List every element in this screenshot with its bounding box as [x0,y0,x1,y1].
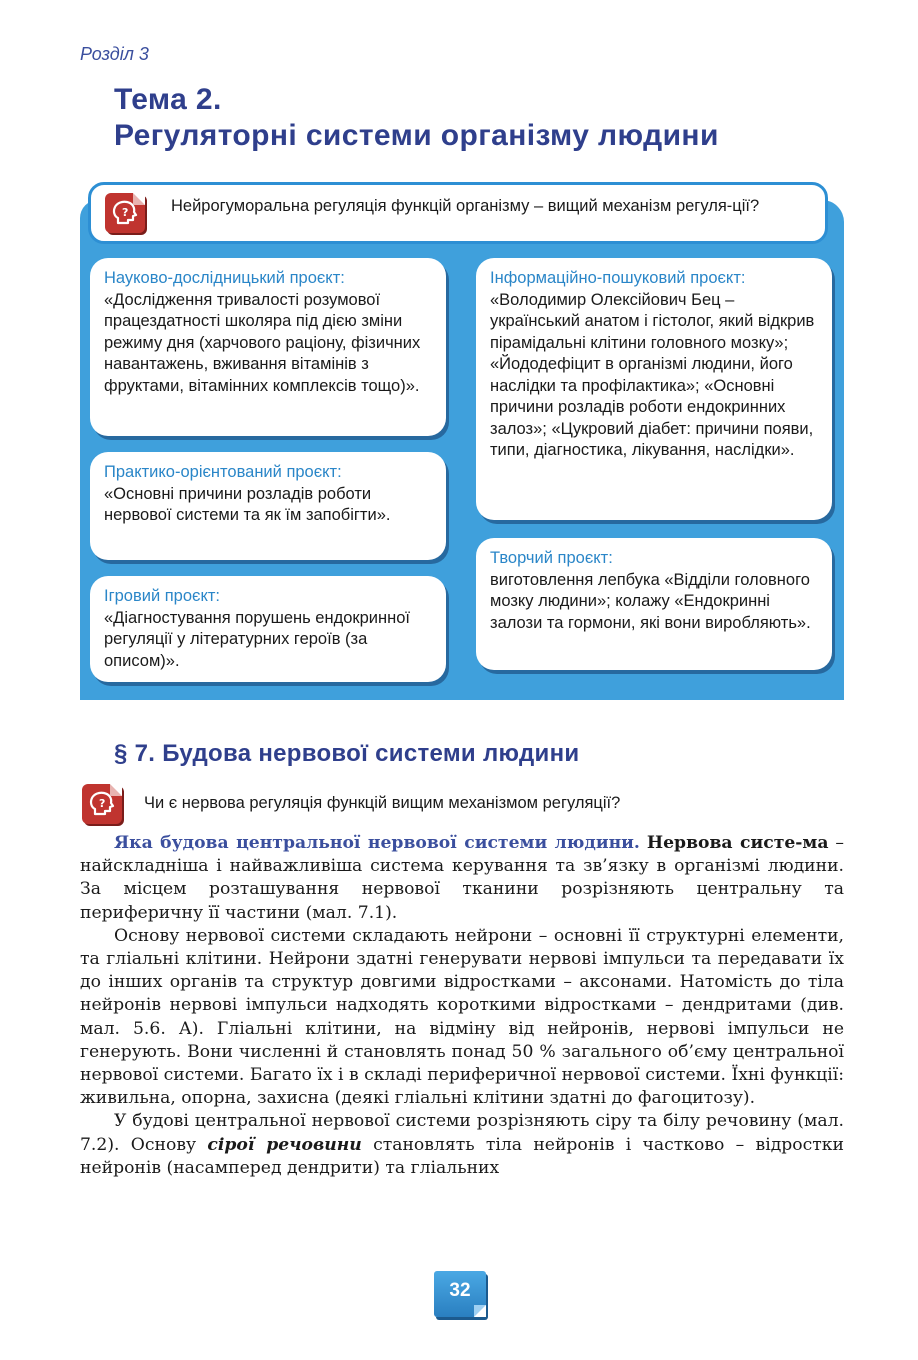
svg-text:?: ? [122,206,129,219]
question-lead: Яка будова центральної нервової системи людини. [114,833,640,853]
body-paragraph-2: Основу нервової системи складають нейрони – основні її структурні елементи, та гліальні клітини. Нейрони здатні генерувати нервові імпульси та передавати їх до інших органів та структур довгими відростками – аксонами. Натомість до тіла нейронів нервові імпульси надходять короткими відростками – дендритами (див. мал. 5.6. А). Гліальні клітини, на відміну від нейронів, нервові імпульси не генерують. Вони численні й становлять понад 50 % загального об’єму центральної нервової системи. Багато їх і в складі периферичної нервової системи. Їхні функції: живильна, опорна, захисна (деякі гліальні клітини здатні до фагоцитозу). [80,925,844,1109]
body-paragraph-3 [80,1110,844,1180]
research-project-title: Науково-дослідницький проєкт: [104,269,345,287]
section-label: Розділ 3 [80,44,149,64]
game-project-title: Ігровий проєкт: [104,587,220,605]
body-paragraph-1 [80,832,844,925]
info-project-body: «Володимир Олексійович Бец – український анатом і гістолог, який відкрив пірамідальні клітини головного мозку»; «Йододефіцит в організмі людини, його наслідки та профілактика»; «Основні причини розладів роботи ендокринних залоз»; «Цукровий діабет: причини появи, типи, діагностика, лікування, наслідки». [490,290,815,459]
practical-project-body: «Основні причини розладів роботи нервової системи та як їм запобігти». [104,484,391,524]
paragraph-question: Чи є нервова регуляція функцій вищим механізмом регуляції? [144,794,621,812]
game-project-body: «Діагностування порушень ендокринної регуляції у літературних героїв (за описом)». [104,608,410,670]
creative-project-title: Творчий проєкт: [490,549,613,567]
intro-question-box [88,182,828,244]
topic-title [114,82,719,154]
research-project-body: «Дослідження тривалості розумової працездатності школяра під дією зміни режиму дня (харчового раціону, фізичних навантажень, вживання вітамінів з фруктами, вітамінних комплексів тощо)». [104,290,421,395]
paragraph-heading: § 7. Будова нервової системи людини [114,740,580,767]
page-number [434,1271,486,1317]
head-question-icon [82,784,122,824]
topic-title-line2: Регуляторні системи організму людини [114,119,719,152]
card-creative-project [476,538,832,670]
page-number-text: 32 [449,1280,471,1301]
practical-project-title: Практико-орієнтований проєкт: [104,463,342,481]
creative-project-body: виготовлення лепбука «Відділи головного мозку людини»; колажу «Ендокринні залози та гормони, які вони виробляють». [490,570,811,632]
card-practical-project [90,452,446,560]
intro-question-text: Нейрогуморальна регуляція функцій організму – вищий механізм регуля-ції? [171,197,760,215]
info-project-title: Інформаційно-пошуковий проєкт: [490,269,746,287]
card-game-project [90,576,446,682]
svg-text:?: ? [99,797,106,810]
term-grey-matter: сірої речовини [207,1134,362,1155]
topic-title-line1: Тема 2. [114,83,222,116]
body-text [80,832,844,1180]
head-question-icon [105,193,145,233]
body-paragraph-3-start: У будові центральної нервової системи розрізняють сіру та білу речовину (мал. 7.2). Основу [80,1111,844,1155]
card-info-project [476,258,832,520]
body-paragraph-3-end: становлять тіла нейронів і частково – відростки нейронів (насамперед дендрити) та гліальних [80,1134,844,1178]
body-paragraph-1-text: – найскладніша і найважливіша система керування та зв’язку в організмі людини. За місцем розташування нервової тканини розрізняють центральну та периферичну її частини (мал. 7.1). [80,833,845,923]
card-research-project [90,258,446,436]
term-nervous-system: Нервова систе-ма [646,833,829,853]
